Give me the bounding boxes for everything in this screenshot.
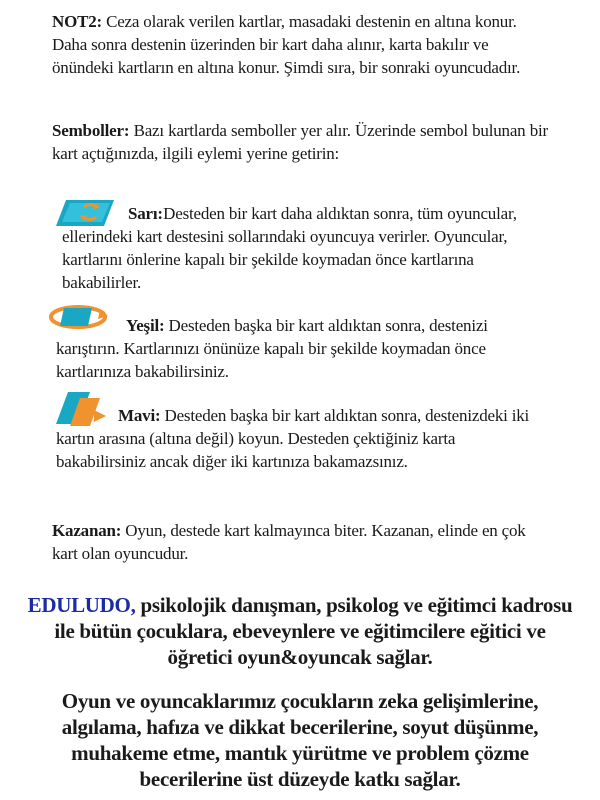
green-label: Yeşil: — [126, 316, 165, 335]
promo-paragraph-2 — [20, 688, 580, 792]
blue-paragraph — [56, 404, 548, 473]
note2-label: NOT2: — [52, 12, 103, 31]
winner-paragraph — [52, 519, 548, 565]
yellow-text: Desteden bir kart daha aldıktan sonra, tüm oyuncular, ellerindeki kart destesini sollarındaki oyuncuya verirler. Oyuncular, kartlarını önlerine kapalı bir şekilde koymadan önce kartlarına bakabilirler. — [62, 204, 517, 292]
promo1-text: psikolojik danışman, psikolog ve eğitimci kadrosu ile bütün çocuklara, ebeveynlere ve eğitimcilere eğitici ve öğretici oyun&oyuncak sağlar. — [54, 593, 573, 669]
winner-label: Kazanan: — [52, 521, 122, 540]
blue-label: Mavi: — [118, 406, 161, 425]
note2-text: Ceza olarak verilen kartlar, masadaki destenin en altına konur. Daha sonra destenin üzerinden bir kart daha alınır, karta bakılır ve önündeki kartların en altına konur. Şimdi sıra, bir sonraki oyuncudadır. — [52, 12, 521, 77]
blue-text: Desteden başka bir kart aldıktan sonra, destenizdeki iki kartın arasına (altına değil) koyun. Desteden çektiğiniz karta bakabilirsiniz ancak diğer iki kartınıza bakamazsınız. — [56, 406, 530, 471]
symbols-label: Semboller: — [52, 121, 130, 140]
symbols-text: Bazı kartlarda semboller yer alır. Üzerinde sembol bulunan bir kart açtığınızda, ilgili eylemi yerine getirin: — [52, 121, 548, 163]
brand-name: EDULUDO, — [27, 593, 136, 617]
green-text: Desteden başka bir kart aldıktan sonra, destenizi karıştırın. Kartlarınızı önünüze kapalı bir şekilde koymadan önce kartlarınıza bakabilirsiniz. — [56, 316, 488, 381]
note2-paragraph — [52, 10, 548, 79]
symbols-paragraph — [52, 119, 548, 165]
promo-paragraph-1 — [20, 592, 580, 670]
yellow-paragraph — [62, 202, 548, 294]
yellow-label: Sarı: — [128, 204, 163, 223]
promo2-text: Oyun ve oyuncaklarımız çocukların zeka gelişimlerine, algılama, hafıza ve dikkat becerilerine, soyut düşünme, muhakeme etme, mantık yürütme ve problem çözme becerilerine üst düzeyde katkı sağlar. — [61, 689, 539, 791]
green-paragraph — [56, 314, 548, 383]
winner-text: Oyun, destede kart kalmayınca biter. Kazanan, elinde en çok kart olan oyuncudur. — [52, 521, 526, 563]
